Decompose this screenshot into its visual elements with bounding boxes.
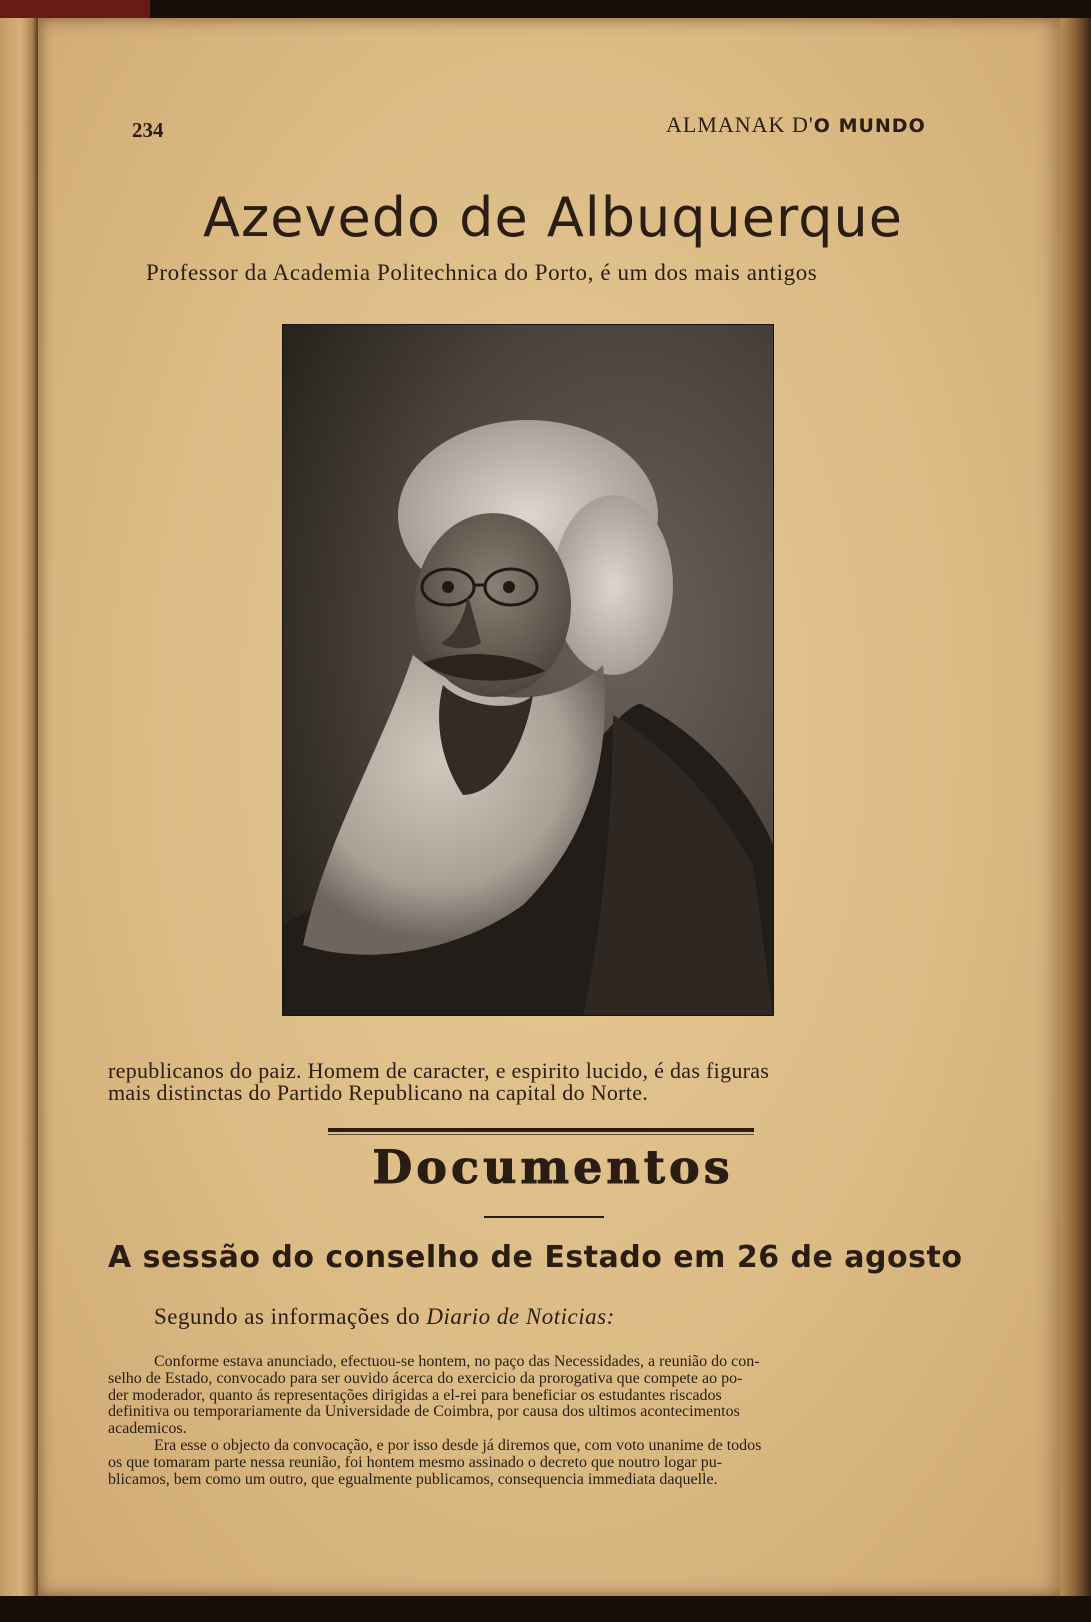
portrait-photo <box>282 324 774 1016</box>
source-name: Diario de Noticias: <box>426 1304 615 1329</box>
article-body-line: mais distinctas do Partido Republicano na capital do Norte. <box>108 1080 649 1105</box>
article-lead: Professor da Academia Politechnica do Porto, é um dos mais antigos <box>146 260 818 285</box>
document-line: der moderador, quanto ás representações dirigidas a el-rei para beneficiar os estudantes riscados <box>108 1386 722 1404</box>
document-line: definitiva ou temporariamente da Universidade de Coimbra, por causa dos ultimos acontecimentos <box>108 1403 740 1421</box>
document-headline: A sessão do conselho de Estado em 26 de agosto <box>108 1240 963 1275</box>
document-line: blicamos, bem como um outro, que egualmente publicamos, consequencia immediata daquelle. <box>108 1470 718 1488</box>
section-title: Documentos <box>372 1140 734 1194</box>
source-prefix: Segundo as informações do <box>154 1304 427 1329</box>
section-rule-thin <box>328 1134 754 1135</box>
section-rule <box>328 1128 754 1132</box>
article-title: Azevedo de Albuquerque <box>203 186 903 249</box>
running-head-title: O MUNDO <box>813 115 926 137</box>
section-divider <box>484 1216 604 1218</box>
document-line: os que tomaram parte nessa reunião, foi hontem mesmo assinado o decreto que noutro logar pu- <box>108 1453 723 1471</box>
book-page <box>38 18 1068 1596</box>
document-line: Conforme estava anunciado, efectuou-se hontem, no paço das Necessidades, a reunião do con- <box>154 1353 760 1370</box>
top-border <box>0 0 1091 18</box>
facing-page-edge <box>0 18 38 1596</box>
running-head <box>666 112 926 138</box>
document-source <box>154 1304 954 1330</box>
article-body-line: republicanos do paiz. Homem de caracter, e espirito lucido, é das figuras <box>108 1058 770 1083</box>
page-number: 234 <box>132 118 164 142</box>
document-line: selho de Estado, convocado para ser ouvido ácerca do exercicio da prorogativa que compete ao po- <box>108 1369 743 1387</box>
document-line: academicos. <box>108 1420 187 1438</box>
running-head-prefix: ALMANAK D' <box>666 112 814 137</box>
page-edge <box>1060 18 1091 1596</box>
article-body <box>108 1060 1008 1104</box>
document-text <box>108 1354 1014 1488</box>
bottom-border <box>0 1596 1091 1622</box>
document-line: Era esse o objecto da convocação, e por isso desde já diremos que, com voto unanime de todos <box>154 1436 762 1454</box>
